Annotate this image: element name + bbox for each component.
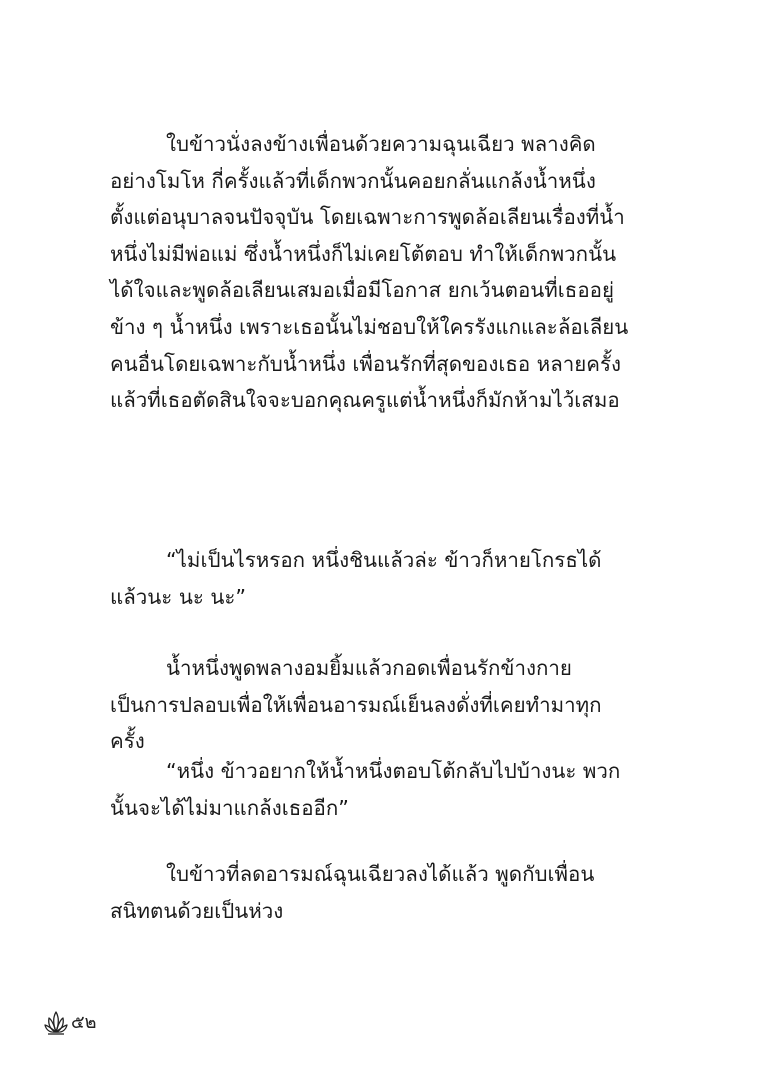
paragraph-1: ใบข้าวนั่งลงข้างเพื่อนด้วยความฉุนเฉียว พลางคิดอย่างโมโห กี่ครั้งแล้วที่เด็กพวกนั้นคอยกลั่นแกล้งน้ำหนึ่งตั้งแต่อนุบาลจนปัจจุบัน โดยเฉพาะการพูดล้อเลียนเรื่องที่น้ำหนึ่งไม่มีพ่อแม่ ซึ่งน้ำหนึ่งก็ไม่เคยโต้ตอบ ทำให้เด็กพวกนั้นได้ใจและพูดล้อเลียนเสมอเมื่อมีโอกาส ยกเว้นตอนที่เธออยู่ข้าง ๆ น้ำหนึ่ง เพราะเธอนั้นไม่ชอบให้ใครรังแกและล้อเลียนคนอื่นโดยเฉพาะกับน้ำหนึ่ง เพื่อนรักที่สุดของเธอ หลายครั้งแล้วที่เธอตัดสินใจจะบอกคุณครูแต่น้ำหนึ่งก็มักห้ามไว้เสมอ: [110, 132, 629, 413]
lotus-icon: [44, 1010, 68, 1036]
page-footer: [44, 1010, 97, 1036]
paragraph-3: น้ำหนึ่งพูดพลางอมยิ้มแล้วกอดเพื่อนรักข้างกายเป็นการปลอบเพื่อให้เพื่อนอารมณ์เย็นลงดั่งที่เคยทำมาทุกครั้ง: [110, 656, 602, 754]
page-number: ๕๒: [71, 1012, 97, 1033]
paragraph-4-dialogue: “หนึ่ง ข้าวอยากให้น้ำหนึ่งตอบโต้กลับไปบ้างนะ พวกนั้นจะได้ไม่มาแกล้งเธออีก”: [110, 759, 621, 820]
paragraph-5: ใบข้าวที่ลดอารมณ์ฉุนเฉียวลงได้แล้ว พูดกับเพื่อนสนิทตนด้วยเป็นห่วง: [110, 862, 595, 923]
paragraph-2-dialogue: “ไม่เป็นไรหรอก หนึ่งชินแล้วล่ะ ข้าวก็หายโกรธได้แล้วนะ นะ นะ”: [110, 548, 602, 609]
